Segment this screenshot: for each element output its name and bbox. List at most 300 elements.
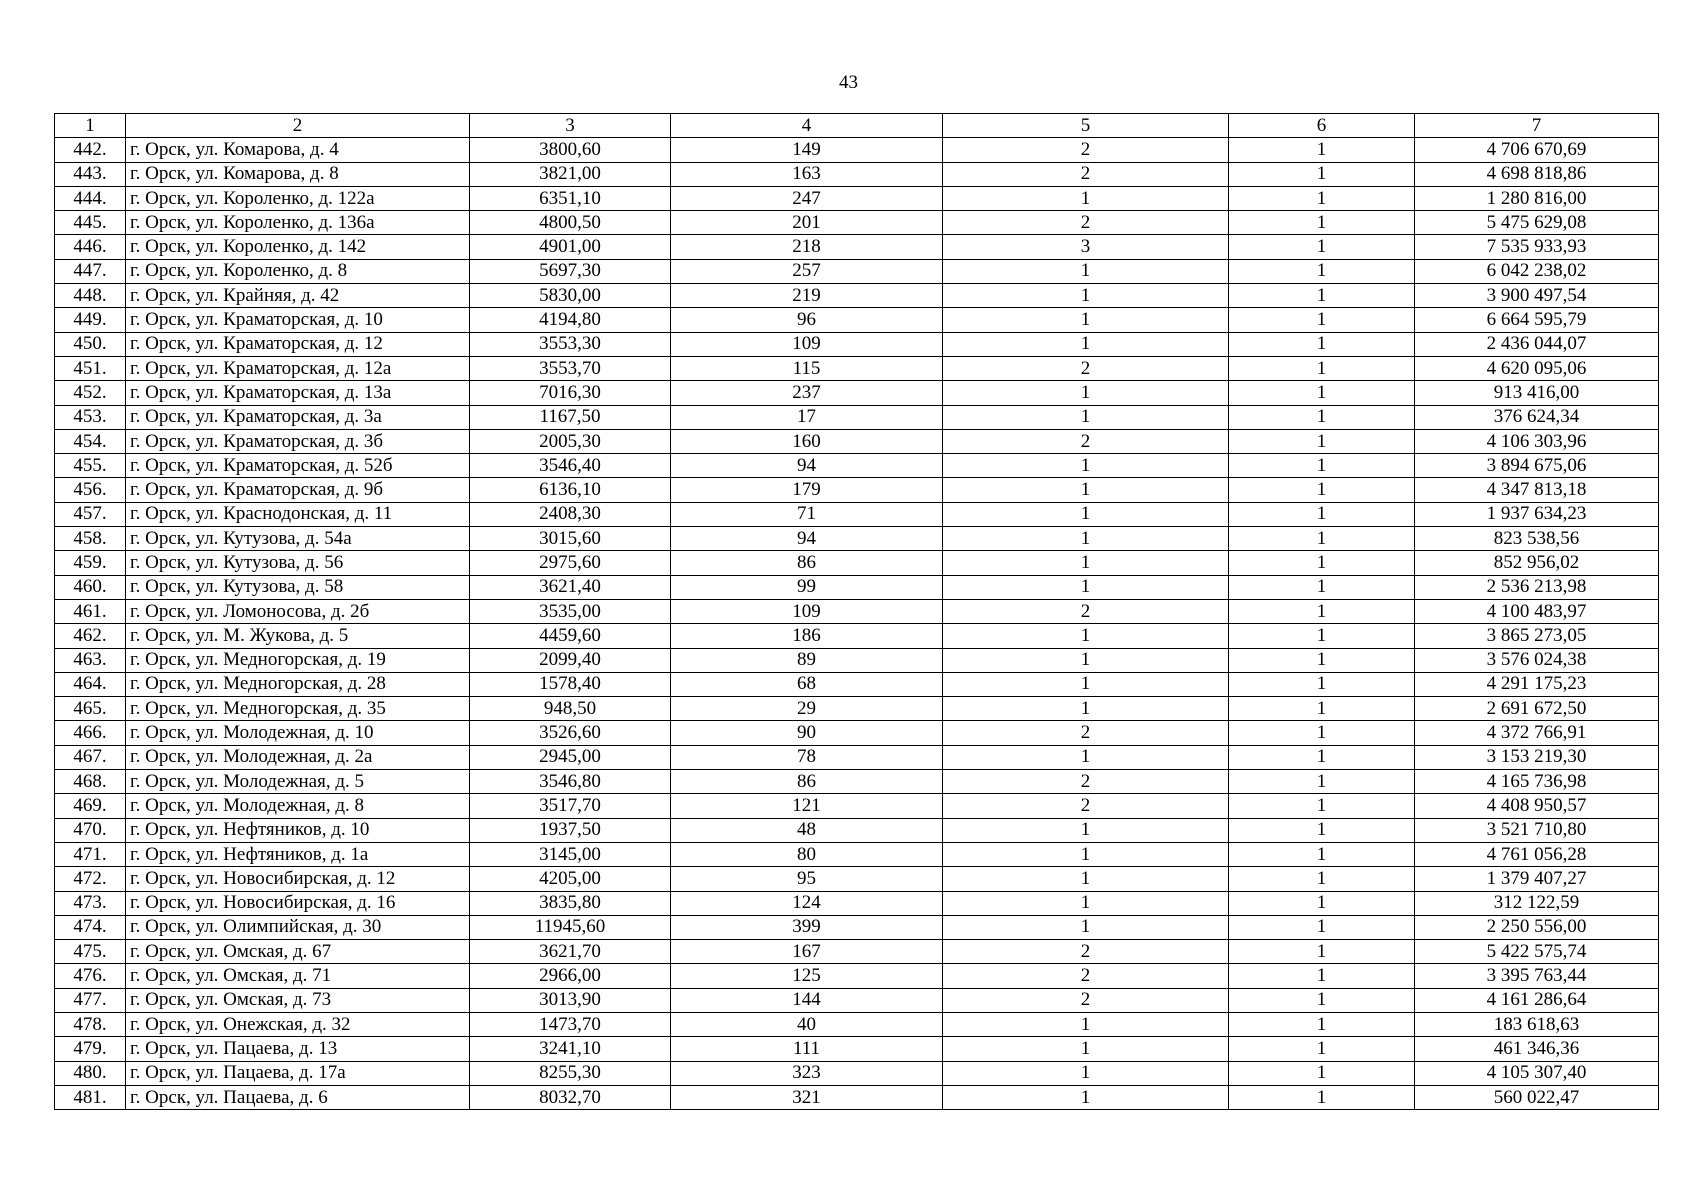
address-cell: г. Орск, ул. Короленко, д. 8 [126, 259, 470, 283]
col4-cell: 237 [671, 381, 943, 405]
table-row [55, 842, 1659, 866]
col6-cell: 1 [1229, 332, 1415, 356]
col6-cell: 1 [1229, 891, 1415, 915]
table-row [55, 697, 1659, 721]
col4-cell: 99 [671, 575, 943, 599]
row-number: 442. [55, 138, 126, 162]
table-row [55, 551, 1659, 575]
col7-cell: 1 937 634,23 [1415, 502, 1659, 526]
col7-cell: 376 624,34 [1415, 405, 1659, 429]
row-number: 463. [55, 648, 126, 672]
col6-cell: 1 [1229, 478, 1415, 502]
col7-cell: 2 691 672,50 [1415, 697, 1659, 721]
address-cell: г. Орск, ул. Молодежная, д. 2а [126, 745, 470, 769]
address-cell: г. Орск, ул. Омская, д. 67 [126, 940, 470, 964]
address-cell: г. Орск, ул. Краматорская, д. 52б [126, 454, 470, 478]
table-row [55, 672, 1659, 696]
address-cell: г. Орск, ул. Краматорская, д. 12 [126, 332, 470, 356]
col5-cell: 1 [943, 259, 1229, 283]
page-number: 43 [839, 72, 858, 93]
col4-cell: 95 [671, 867, 943, 891]
col5-cell: 2 [943, 964, 1229, 988]
col6-cell: 1 [1229, 527, 1415, 551]
col5-cell: 1 [943, 478, 1229, 502]
col4-cell: 124 [671, 891, 943, 915]
address-cell: г. Орск, ул. Короленко, д. 136а [126, 211, 470, 235]
address-cell: г. Орск, ул. Онежская, д. 32 [126, 1012, 470, 1036]
table-row [55, 259, 1659, 283]
col6-cell: 1 [1229, 138, 1415, 162]
col3-cell: 6351,10 [470, 186, 671, 210]
col3-cell: 948,50 [470, 697, 671, 721]
table-row [55, 502, 1659, 526]
col6-cell: 1 [1229, 842, 1415, 866]
address-cell: г. Орск, ул. Кутузова, д. 56 [126, 551, 470, 575]
col6-cell: 1 [1229, 186, 1415, 210]
col7-cell: 3 894 675,06 [1415, 454, 1659, 478]
row-number: 464. [55, 672, 126, 696]
col3-cell: 3535,00 [470, 599, 671, 623]
col3-cell: 3517,70 [470, 794, 671, 818]
col6-cell: 1 [1229, 624, 1415, 648]
col5-cell: 2 [943, 988, 1229, 1012]
col5-cell: 2 [943, 211, 1229, 235]
col5-cell: 1 [943, 842, 1229, 866]
table-row [55, 1037, 1659, 1061]
table-row [55, 284, 1659, 308]
col5-cell: 1 [943, 186, 1229, 210]
col4-cell: 219 [671, 284, 943, 308]
row-number: 462. [55, 624, 126, 648]
col5-cell: 2 [943, 356, 1229, 380]
col4-cell: 86 [671, 551, 943, 575]
col6-cell: 1 [1229, 599, 1415, 623]
col4-cell: 109 [671, 332, 943, 356]
address-cell: г. Орск, ул. Пацаева, д. 13 [126, 1037, 470, 1061]
col5-cell: 1 [943, 745, 1229, 769]
col3-cell: 2099,40 [470, 648, 671, 672]
col5-cell: 1 [943, 867, 1229, 891]
col4-cell: 94 [671, 454, 943, 478]
col3-cell: 3145,00 [470, 842, 671, 866]
col5-cell: 2 [943, 429, 1229, 453]
col7-cell: 7 535 933,93 [1415, 235, 1659, 259]
column-header: 4 [671, 114, 943, 138]
col7-cell: 183 618,63 [1415, 1012, 1659, 1036]
table-row [55, 721, 1659, 745]
col4-cell: 160 [671, 429, 943, 453]
col3-cell: 4194,80 [470, 308, 671, 332]
col6-cell: 1 [1229, 381, 1415, 405]
column-header: 6 [1229, 114, 1415, 138]
col5-cell: 2 [943, 721, 1229, 745]
col7-cell: 1 379 407,27 [1415, 867, 1659, 891]
col4-cell: 96 [671, 308, 943, 332]
address-cell: г. Орск, ул. Медногорская, д. 35 [126, 697, 470, 721]
col5-cell: 1 [943, 575, 1229, 599]
col3-cell: 3553,70 [470, 356, 671, 380]
col6-cell: 1 [1229, 211, 1415, 235]
col4-cell: 29 [671, 697, 943, 721]
row-number: 459. [55, 551, 126, 575]
table-row [55, 575, 1659, 599]
table-row [55, 1085, 1659, 1109]
row-number: 470. [55, 818, 126, 842]
col5-cell: 1 [943, 891, 1229, 915]
row-number: 460. [55, 575, 126, 599]
row-number: 473. [55, 891, 126, 915]
table-row [55, 891, 1659, 915]
col3-cell: 1167,50 [470, 405, 671, 429]
col7-cell: 2 250 556,00 [1415, 915, 1659, 939]
col7-cell: 6 664 595,79 [1415, 308, 1659, 332]
column-header: 7 [1415, 114, 1659, 138]
address-cell: г. Орск, ул. Крайняя, д. 42 [126, 284, 470, 308]
row-number: 478. [55, 1012, 126, 1036]
col6-cell: 1 [1229, 1061, 1415, 1085]
col7-cell: 3 521 710,80 [1415, 818, 1659, 842]
col7-cell: 913 416,00 [1415, 381, 1659, 405]
col4-cell: 121 [671, 794, 943, 818]
col3-cell: 3835,80 [470, 891, 671, 915]
col3-cell: 3241,10 [470, 1037, 671, 1061]
col5-cell: 1 [943, 308, 1229, 332]
col6-cell: 1 [1229, 235, 1415, 259]
col3-cell: 2966,00 [470, 964, 671, 988]
col6-cell: 1 [1229, 988, 1415, 1012]
col4-cell: 323 [671, 1061, 943, 1085]
table-row [55, 186, 1659, 210]
col5-cell: 1 [943, 454, 1229, 478]
col3-cell: 1473,70 [470, 1012, 671, 1036]
row-number: 465. [55, 697, 126, 721]
table-row [55, 940, 1659, 964]
col4-cell: 218 [671, 235, 943, 259]
col6-cell: 1 [1229, 502, 1415, 526]
col6-cell: 1 [1229, 867, 1415, 891]
row-number: 458. [55, 527, 126, 551]
address-cell: г. Орск, ул. Краматорская, д. 9б [126, 478, 470, 502]
col7-cell: 2 436 044,07 [1415, 332, 1659, 356]
column-header: 2 [126, 114, 470, 138]
address-cell: г. Орск, ул. Кутузова, д. 54а [126, 527, 470, 551]
col3-cell: 3621,40 [470, 575, 671, 599]
col4-cell: 109 [671, 599, 943, 623]
table-row [55, 1012, 1659, 1036]
col4-cell: 40 [671, 1012, 943, 1036]
col6-cell: 1 [1229, 745, 1415, 769]
col5-cell: 1 [943, 697, 1229, 721]
col7-cell: 4 698 818,86 [1415, 162, 1659, 186]
col5-cell: 1 [943, 284, 1229, 308]
col5-cell: 1 [943, 1012, 1229, 1036]
col5-cell: 1 [943, 1037, 1229, 1061]
col5-cell: 1 [943, 381, 1229, 405]
address-cell: г. Орск, ул. Ломоносова, д. 2б [126, 599, 470, 623]
col7-cell: 3 153 219,30 [1415, 745, 1659, 769]
col7-cell: 4 761 056,28 [1415, 842, 1659, 866]
table-row [55, 964, 1659, 988]
address-cell: г. Орск, ул. Короленко, д. 122а [126, 186, 470, 210]
col5-cell: 1 [943, 502, 1229, 526]
col7-cell: 823 538,56 [1415, 527, 1659, 551]
col7-cell: 1 280 816,00 [1415, 186, 1659, 210]
col3-cell: 8032,70 [470, 1085, 671, 1109]
col4-cell: 111 [671, 1037, 943, 1061]
row-number: 445. [55, 211, 126, 235]
col3-cell: 4901,00 [470, 235, 671, 259]
row-number: 457. [55, 502, 126, 526]
col6-cell: 1 [1229, 721, 1415, 745]
col3-cell: 3821,00 [470, 162, 671, 186]
address-cell: г. Орск, ул. Короленко, д. 142 [126, 235, 470, 259]
col4-cell: 78 [671, 745, 943, 769]
col3-cell: 2945,00 [470, 745, 671, 769]
row-number: 466. [55, 721, 126, 745]
address-cell: г. Орск, ул. Пацаева, д. 17а [126, 1061, 470, 1085]
table-row [55, 745, 1659, 769]
row-number: 461. [55, 599, 126, 623]
col4-cell: 90 [671, 721, 943, 745]
row-number: 475. [55, 940, 126, 964]
col7-cell: 3 865 273,05 [1415, 624, 1659, 648]
row-number: 471. [55, 842, 126, 866]
col4-cell: 68 [671, 672, 943, 696]
col4-cell: 257 [671, 259, 943, 283]
row-number: 452. [55, 381, 126, 405]
table-row [55, 478, 1659, 502]
address-cell: г. Орск, ул. Новосибирская, д. 12 [126, 867, 470, 891]
col5-cell: 2 [943, 599, 1229, 623]
col7-cell: 4 105 307,40 [1415, 1061, 1659, 1085]
table-row [55, 624, 1659, 648]
col7-cell: 4 291 175,23 [1415, 672, 1659, 696]
col7-cell: 4 408 950,57 [1415, 794, 1659, 818]
row-number: 467. [55, 745, 126, 769]
row-number: 474. [55, 915, 126, 939]
table-row [55, 308, 1659, 332]
address-cell: г. Орск, ул. Краматорская, д. 10 [126, 308, 470, 332]
table-row [55, 1061, 1659, 1085]
address-cell: г. Орск, ул. Пацаева, д. 6 [126, 1085, 470, 1109]
col4-cell: 167 [671, 940, 943, 964]
col3-cell: 8255,30 [470, 1061, 671, 1085]
col6-cell: 1 [1229, 648, 1415, 672]
col3-cell: 3546,40 [470, 454, 671, 478]
col3-cell: 4800,50 [470, 211, 671, 235]
column-header: 1 [55, 114, 126, 138]
col3-cell: 2005,30 [470, 429, 671, 453]
col3-cell: 3800,60 [470, 138, 671, 162]
col7-cell: 4 161 286,64 [1415, 988, 1659, 1012]
table-row [55, 381, 1659, 405]
col4-cell: 179 [671, 478, 943, 502]
table-row [55, 405, 1659, 429]
col7-cell: 5 422 575,74 [1415, 940, 1659, 964]
address-cell: г. Орск, ул. Новосибирская, д. 16 [126, 891, 470, 915]
address-cell: г. Орск, ул. Молодежная, д. 10 [126, 721, 470, 745]
row-number: 444. [55, 186, 126, 210]
col6-cell: 1 [1229, 429, 1415, 453]
address-cell: г. Орск, ул. Комарова, д. 8 [126, 162, 470, 186]
col7-cell: 560 022,47 [1415, 1085, 1659, 1109]
row-number: 446. [55, 235, 126, 259]
col5-cell: 1 [943, 1085, 1229, 1109]
data-table [54, 113, 1659, 1110]
col5-cell: 1 [943, 818, 1229, 842]
col3-cell: 3015,60 [470, 527, 671, 551]
col3-cell: 1578,40 [470, 672, 671, 696]
col4-cell: 186 [671, 624, 943, 648]
address-cell: г. Орск, ул. Нефтяников, д. 10 [126, 818, 470, 842]
col6-cell: 1 [1229, 818, 1415, 842]
col5-cell: 1 [943, 405, 1229, 429]
col7-cell: 4 165 736,98 [1415, 770, 1659, 794]
col3-cell: 3546,80 [470, 770, 671, 794]
col6-cell: 1 [1229, 162, 1415, 186]
table-row [55, 162, 1659, 186]
address-cell: г. Орск, ул. Комарова, д. 4 [126, 138, 470, 162]
col6-cell: 1 [1229, 672, 1415, 696]
col7-cell: 852 956,02 [1415, 551, 1659, 575]
table-row [55, 235, 1659, 259]
col3-cell: 11945,60 [470, 915, 671, 939]
row-number: 447. [55, 259, 126, 283]
col3-cell: 5830,00 [470, 284, 671, 308]
col3-cell: 3526,60 [470, 721, 671, 745]
address-cell: г. Орск, ул. Краматорская, д. 12а [126, 356, 470, 380]
col4-cell: 71 [671, 502, 943, 526]
col6-cell: 1 [1229, 405, 1415, 429]
col5-cell: 1 [943, 648, 1229, 672]
col3-cell: 5697,30 [470, 259, 671, 283]
col6-cell: 1 [1229, 1085, 1415, 1109]
col7-cell: 3 576 024,38 [1415, 648, 1659, 672]
col5-cell: 1 [943, 624, 1229, 648]
row-number: 449. [55, 308, 126, 332]
address-cell: г. Орск, ул. Краматорская, д. 3а [126, 405, 470, 429]
col3-cell: 2975,60 [470, 551, 671, 575]
row-number: 476. [55, 964, 126, 988]
col6-cell: 1 [1229, 356, 1415, 380]
col4-cell: 125 [671, 964, 943, 988]
col7-cell: 2 536 213,98 [1415, 575, 1659, 599]
col5-cell: 3 [943, 235, 1229, 259]
table-row [55, 454, 1659, 478]
col7-cell: 4 347 813,18 [1415, 478, 1659, 502]
col4-cell: 115 [671, 356, 943, 380]
col4-cell: 48 [671, 818, 943, 842]
col4-cell: 94 [671, 527, 943, 551]
col6-cell: 1 [1229, 940, 1415, 964]
table-row [55, 599, 1659, 623]
col6-cell: 1 [1229, 575, 1415, 599]
column-header: 3 [470, 114, 671, 138]
col3-cell: 4205,00 [470, 867, 671, 891]
row-number: 454. [55, 429, 126, 453]
table-row [55, 915, 1659, 939]
address-cell: г. Орск, ул. Олимпийская, д. 30 [126, 915, 470, 939]
row-number: 451. [55, 356, 126, 380]
table-row [55, 332, 1659, 356]
row-number: 443. [55, 162, 126, 186]
col7-cell: 4 372 766,91 [1415, 721, 1659, 745]
table-row [55, 527, 1659, 551]
table-row [55, 818, 1659, 842]
col7-cell: 3 900 497,54 [1415, 284, 1659, 308]
address-cell: г. Орск, ул. Омская, д. 73 [126, 988, 470, 1012]
col6-cell: 1 [1229, 964, 1415, 988]
address-cell: г. Орск, ул. Краснодонская, д. 11 [126, 502, 470, 526]
col3-cell: 3621,70 [470, 940, 671, 964]
col6-cell: 1 [1229, 794, 1415, 818]
row-number: 469. [55, 794, 126, 818]
col6-cell: 1 [1229, 770, 1415, 794]
row-number: 450. [55, 332, 126, 356]
address-cell: г. Орск, ул. Нефтяников, д. 1а [126, 842, 470, 866]
col4-cell: 399 [671, 915, 943, 939]
col4-cell: 247 [671, 186, 943, 210]
row-number: 448. [55, 284, 126, 308]
table-row [55, 988, 1659, 1012]
col5-cell: 1 [943, 551, 1229, 575]
table-body [55, 138, 1659, 1110]
col3-cell: 3553,30 [470, 332, 671, 356]
col6-cell: 1 [1229, 551, 1415, 575]
address-cell: г. Орск, ул. Краматорская, д. 13а [126, 381, 470, 405]
row-number: 456. [55, 478, 126, 502]
row-number: 455. [55, 454, 126, 478]
col4-cell: 321 [671, 1085, 943, 1109]
col4-cell: 80 [671, 842, 943, 866]
table-row [55, 770, 1659, 794]
table-row [55, 648, 1659, 672]
col4-cell: 89 [671, 648, 943, 672]
row-number: 481. [55, 1085, 126, 1109]
table-row [55, 867, 1659, 891]
row-number: 479. [55, 1037, 126, 1061]
table-row [55, 794, 1659, 818]
address-cell: г. Орск, ул. М. Жукова, д. 5 [126, 624, 470, 648]
col7-cell: 4 106 303,96 [1415, 429, 1659, 453]
col4-cell: 144 [671, 988, 943, 1012]
col5-cell: 2 [943, 770, 1229, 794]
row-number: 472. [55, 867, 126, 891]
col3-cell: 2408,30 [470, 502, 671, 526]
col6-cell: 1 [1229, 915, 1415, 939]
table-row [55, 356, 1659, 380]
address-cell: г. Орск, ул. Молодежная, д. 5 [126, 770, 470, 794]
address-cell: г. Орск, ул. Молодежная, д. 8 [126, 794, 470, 818]
col6-cell: 1 [1229, 308, 1415, 332]
col5-cell: 2 [943, 794, 1229, 818]
col4-cell: 163 [671, 162, 943, 186]
row-number: 453. [55, 405, 126, 429]
header-row [55, 114, 1659, 138]
col7-cell: 3 395 763,44 [1415, 964, 1659, 988]
table-row [55, 138, 1659, 162]
col6-cell: 1 [1229, 284, 1415, 308]
col4-cell: 149 [671, 138, 943, 162]
col6-cell: 1 [1229, 1037, 1415, 1061]
table-row [55, 211, 1659, 235]
col3-cell: 6136,10 [470, 478, 671, 502]
col5-cell: 2 [943, 138, 1229, 162]
col5-cell: 1 [943, 672, 1229, 696]
col6-cell: 1 [1229, 1012, 1415, 1036]
col4-cell: 17 [671, 405, 943, 429]
col7-cell: 4 706 670,69 [1415, 138, 1659, 162]
